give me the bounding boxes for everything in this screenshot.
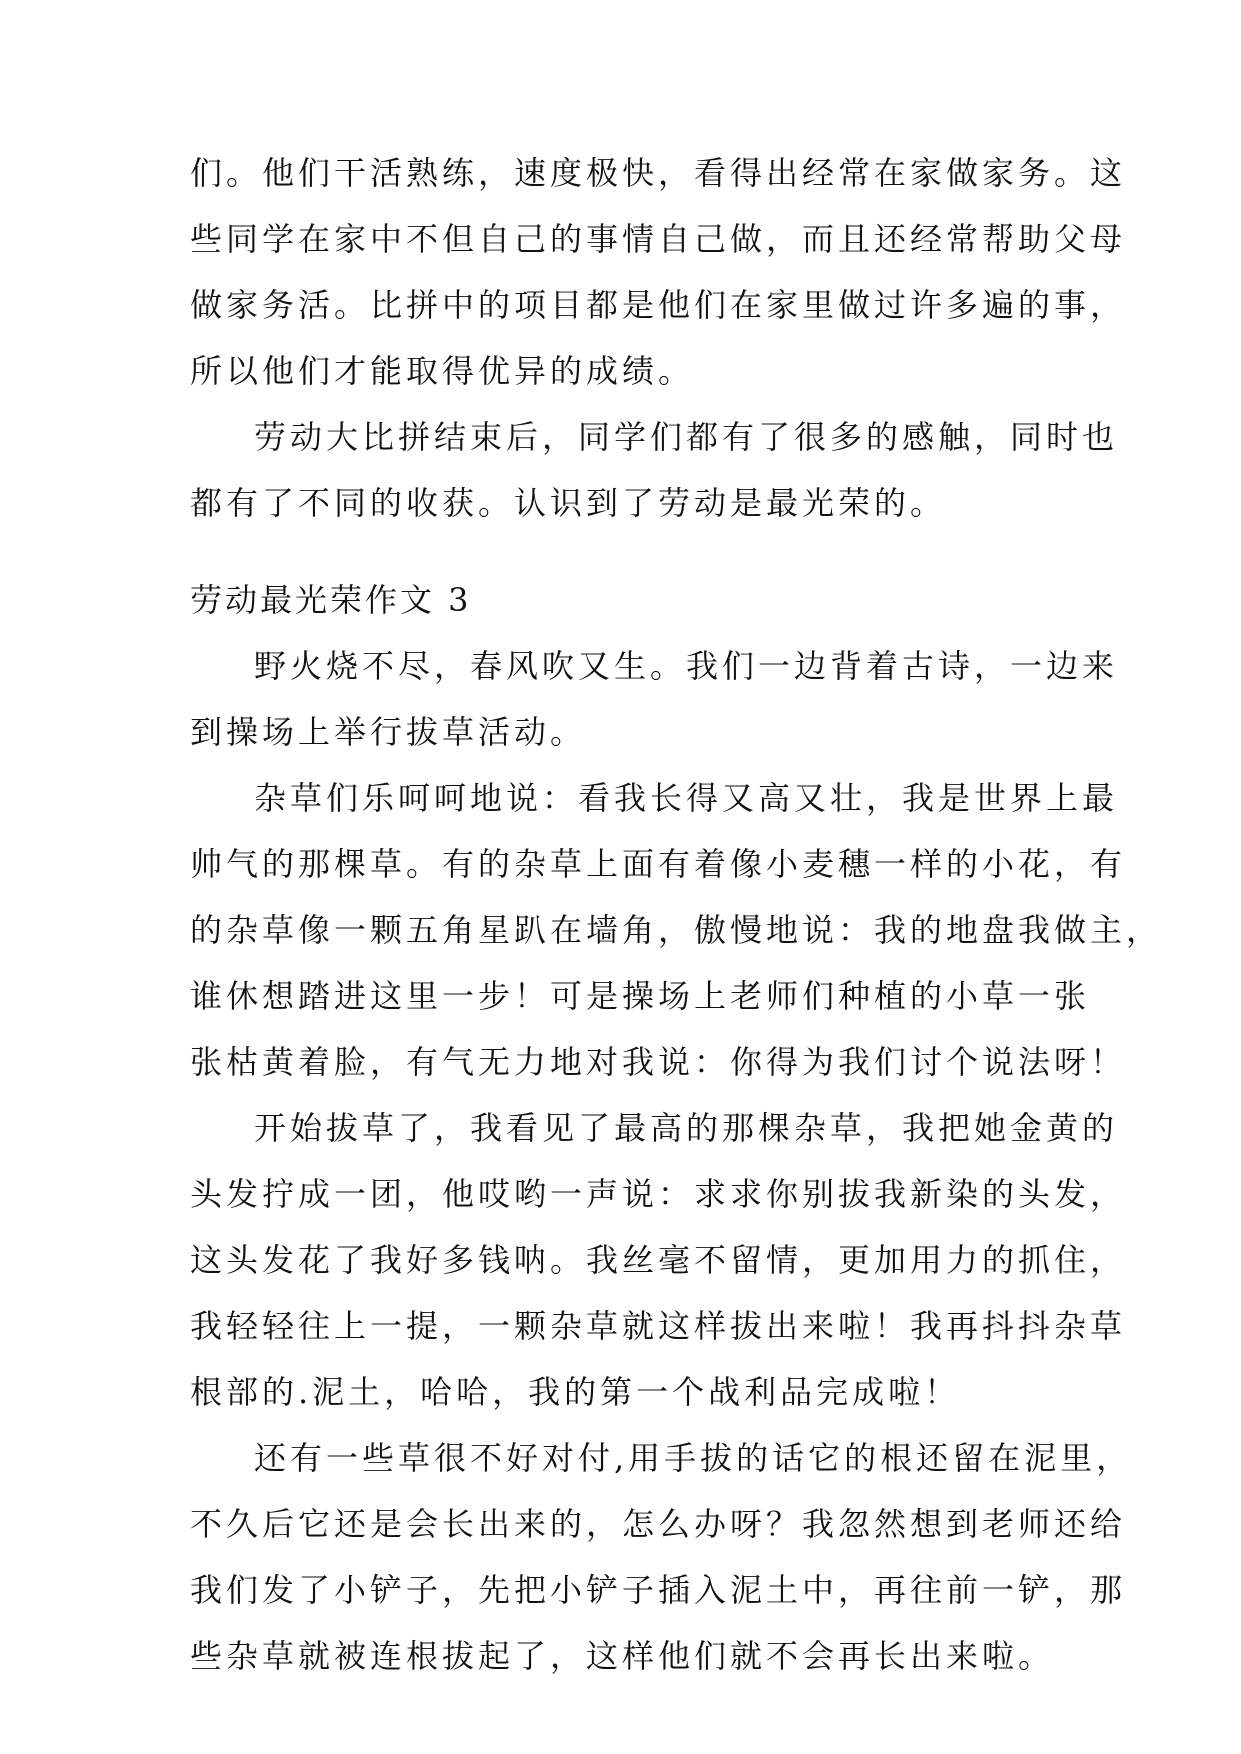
text-line: 们。他们干活熟练，速度极快，看得出经常在家做家务。这	[190, 154, 1127, 192]
text-line: 这头发花了我好多钱呐。我丝毫不留情，更加用力的抓住，	[190, 1241, 1127, 1279]
text-line: 我们发了小铲子，先把小铲子插入泥土中，再往前一铲，那	[190, 1571, 1127, 1609]
text-line: 所以他们才能取得优异的成绩。	[190, 352, 695, 390]
paragraph-first-line: 劳动大比拼结束后，同学们都有了很多的感触，同时也	[254, 418, 1119, 456]
text-line: 到操场上举行拔草活动。	[190, 713, 587, 751]
text-line: 做家务活。比拼中的项目都是他们在家里做过许多遍的事，	[190, 286, 1127, 324]
text-line: 不久后它还是会长出来的，怎么办呀？我忽然想到老师还给	[190, 1505, 1127, 1543]
section-heading: 劳动最光荣作文 3	[190, 581, 472, 619]
paragraph-first-line: 野火烧不尽，春风吹又生。我们一边背着古诗，一边来	[254, 647, 1119, 685]
text-line: 的杂草像一颗五角星趴在墙角，傲慢地说：我的地盘我做主，	[190, 911, 1163, 949]
text-line: 帅气的那棵草。有的杂草上面有着像小麦穗一样的小花，有	[190, 845, 1127, 883]
text-line: 些同学在家中不但自己的事情自己做，而且还经常帮助父母	[190, 220, 1127, 258]
paragraph-first-line: 开始拔草了，我看见了最高的那棵杂草，我把她金黄的	[254, 1109, 1119, 1147]
text-line: 根部的.泥土，哈哈，我的第一个战利品完成啦！	[190, 1373, 961, 1411]
paragraph-first-line: 杂草们乐呵呵地说：看我长得又高又壮，我是世界上最	[254, 779, 1119, 817]
text-line: 都有了不同的收获。认识到了劳动是最光荣的。	[190, 484, 947, 522]
text-line: 张枯黄着脸，有气无力地对我说：你得为我们讨个说法呀！	[190, 1043, 1127, 1081]
paragraph-first-line: 还有一些草很不好对付,用手拔的话它的根还留在泥里，	[254, 1439, 1133, 1477]
text-line: 谁休想踏进这里一步！可是操场上老师们种植的小草一张	[190, 977, 1091, 1015]
text-line: 我轻轻往上一提，一颗杂草就这样拔出来啦！我再抖抖杂草	[190, 1307, 1127, 1345]
text-line: 头发拧成一团，他哎哟一声说：求求你别拔我新染的头发，	[190, 1175, 1127, 1213]
text-line: 些杂草就被连根拔起了，这样他们就不会再长出来啦。	[190, 1637, 1055, 1675]
